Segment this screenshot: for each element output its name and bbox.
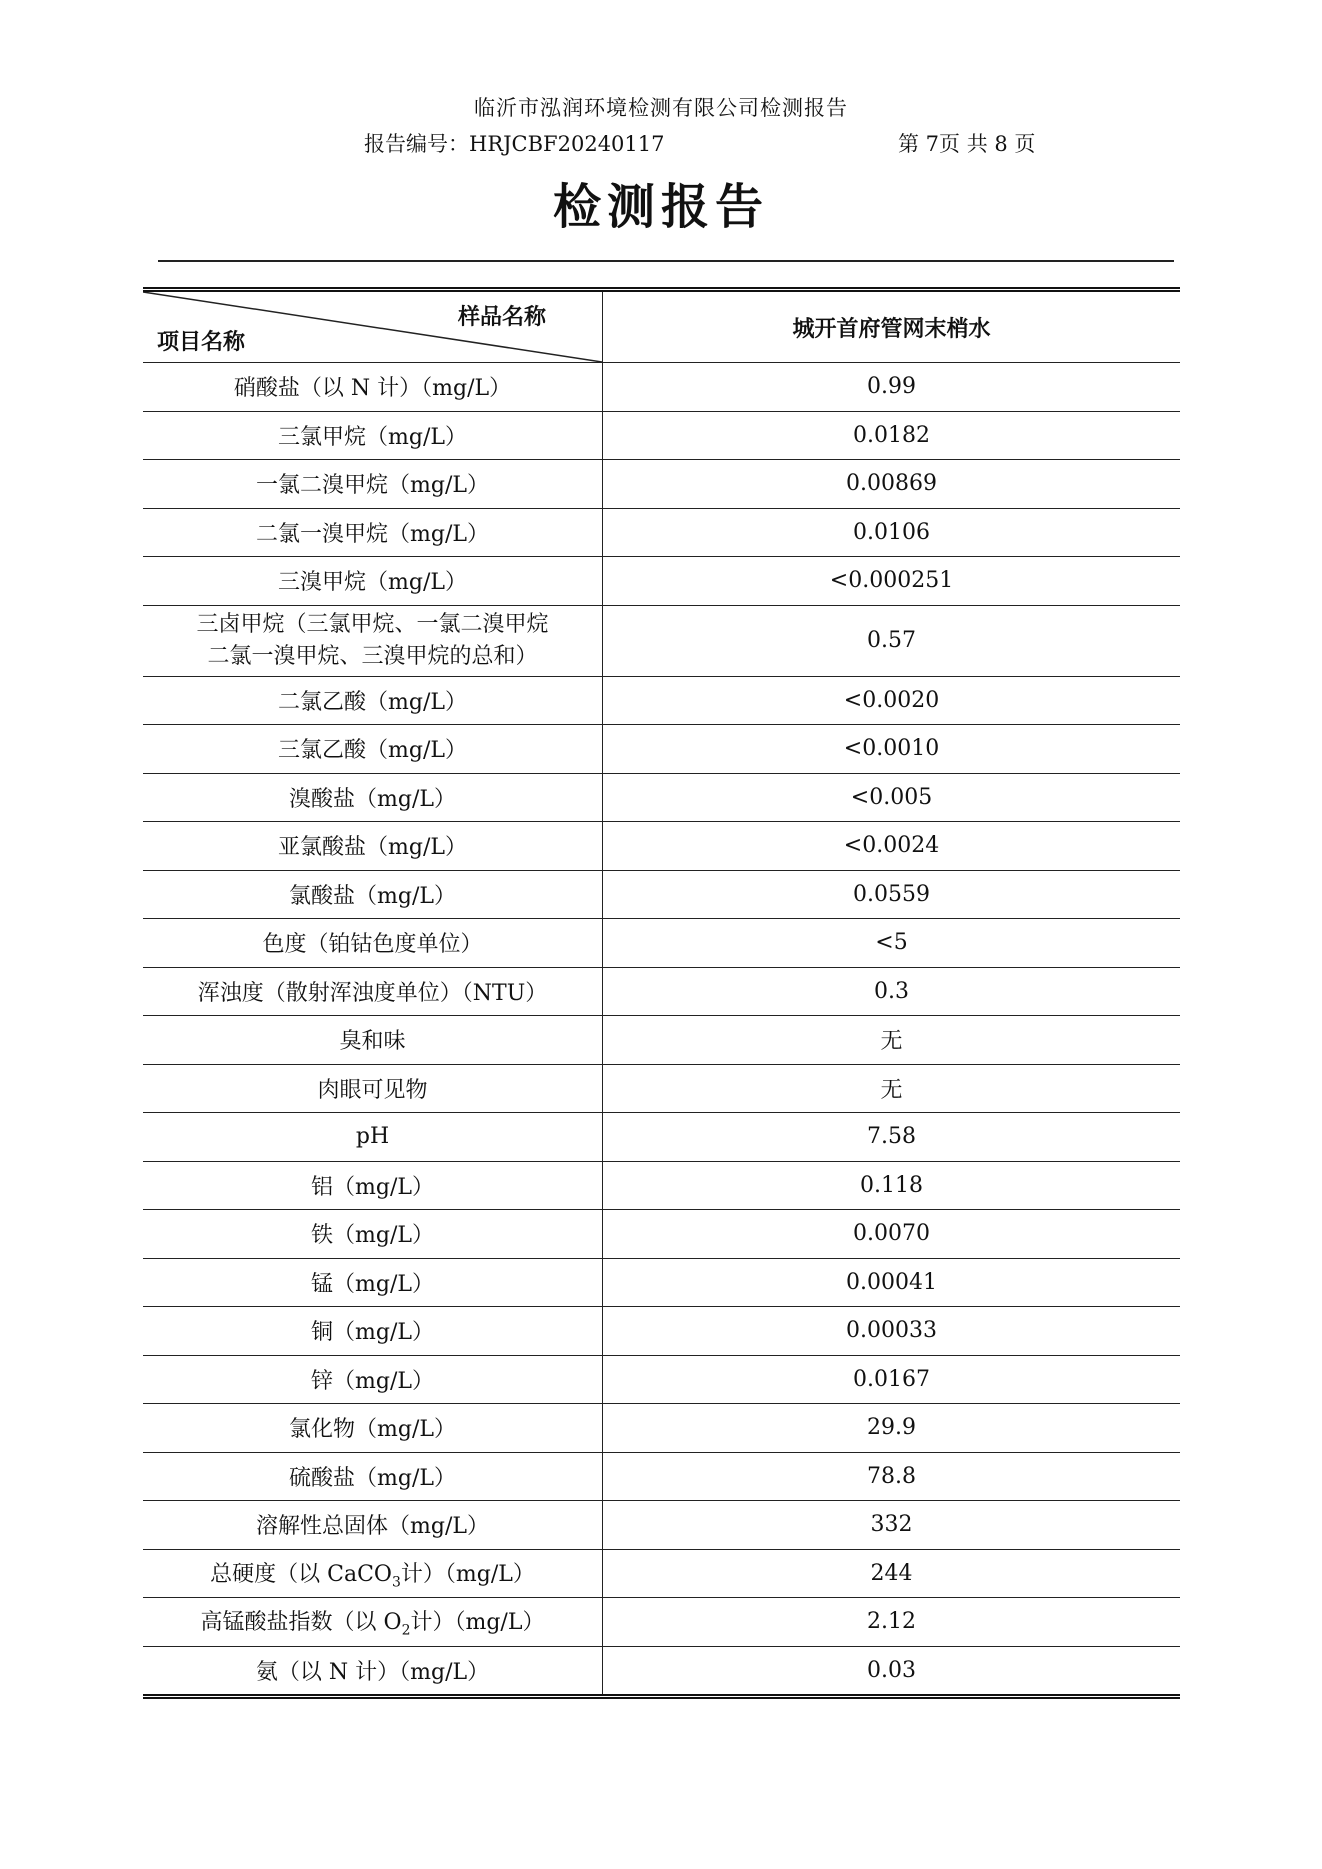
value-cell: 332 <box>603 1501 1181 1550</box>
table-row <box>143 1549 1180 1598</box>
item-cell: 三溴甲烷（mg/L） <box>143 557 603 606</box>
item-cell: 铜（mg/L） <box>143 1307 603 1356</box>
value-cell: <0.0020 <box>603 676 1181 725</box>
table-header-row <box>143 290 1180 363</box>
value-cell: 0.0182 <box>603 411 1181 460</box>
table-row <box>143 870 1180 919</box>
item-cell: 硫酸盐（mg/L） <box>143 1452 603 1501</box>
value-cell: 0.3 <box>603 967 1181 1016</box>
value-cell: 0.0167 <box>603 1355 1181 1404</box>
item-text: 总硬度（以 CaCO <box>210 1561 392 1587</box>
value-cell: 2.12 <box>603 1598 1181 1647</box>
table-row <box>143 1501 1180 1550</box>
value-cell: 0.99 <box>603 363 1181 412</box>
value-cell: 0.0559 <box>603 870 1181 919</box>
item-text: 计）（mg/L） <box>400 1561 535 1587</box>
table-row <box>143 1646 1180 1697</box>
table-row <box>143 773 1180 822</box>
item-name-label: 项目名称 <box>157 330 246 355</box>
item-cell: 氨（以 N 计）（mg/L） <box>143 1646 603 1697</box>
table-row <box>143 1598 1180 1647</box>
table-row <box>143 1355 1180 1404</box>
item-cell: pH <box>143 1113 603 1162</box>
value-cell: 7.58 <box>603 1113 1181 1162</box>
value-cell: 0.00869 <box>603 460 1181 509</box>
report-title: 检测报告 <box>552 179 769 235</box>
sample-name-label: 样品名称 <box>457 305 546 330</box>
value-cell: <0.0010 <box>603 725 1181 774</box>
value-cell: 29.9 <box>603 1404 1181 1453</box>
value-cell: 无 <box>603 1064 1181 1113</box>
table-row <box>143 508 1180 557</box>
table-row <box>143 676 1180 725</box>
subscript: 2 <box>401 1622 411 1639</box>
table-row <box>143 1258 1180 1307</box>
value-cell: 0.03 <box>603 1646 1181 1697</box>
page-number: 第 7页 共 8 页 <box>898 132 1036 156</box>
item-cell: 三氯甲烷（mg/L） <box>143 411 603 460</box>
table-row <box>143 1210 1180 1259</box>
company-header: 临沂市泓润环境检测有限公司检测报告 <box>474 96 848 120</box>
value-cell: 0.00041 <box>603 1258 1181 1307</box>
table-row <box>143 967 1180 1016</box>
results-table <box>143 287 1180 1699</box>
table-row <box>143 1404 1180 1453</box>
table-row <box>143 1113 1180 1162</box>
value-cell: 0.0070 <box>603 1210 1181 1259</box>
value-cell: 0.118 <box>603 1161 1181 1210</box>
value-cell: <0.005 <box>603 773 1181 822</box>
table-row <box>143 1016 1180 1065</box>
table-row <box>143 1307 1180 1356</box>
title-rule <box>158 260 1174 262</box>
item-cell: 三氯乙酸（mg/L） <box>143 725 603 774</box>
item-cell: 铝（mg/L） <box>143 1161 603 1210</box>
table-row <box>143 1161 1180 1210</box>
item-text: 计）（mg/L） <box>410 1610 545 1636</box>
item-cell: 铁（mg/L） <box>143 1210 603 1259</box>
item-line: 三卤甲烷（三氯甲烷、一氯二溴甲烷 <box>196 611 549 637</box>
item-text: 高锰酸盐指数（以 O <box>200 1610 402 1636</box>
table-row <box>143 919 1180 968</box>
table-row <box>143 822 1180 871</box>
table-row <box>143 411 1180 460</box>
table-row <box>143 1064 1180 1113</box>
item-cell: 锌（mg/L） <box>143 1355 603 1404</box>
sample-column-header: 城开首府管网末梢水 <box>603 290 1181 363</box>
item-cell <box>143 1598 603 1647</box>
value-cell: <0.0024 <box>603 822 1181 871</box>
item-cell <box>143 1549 603 1598</box>
item-cell: 锰（mg/L） <box>143 1258 603 1307</box>
table-row <box>143 557 1180 606</box>
item-cell: 氯化物（mg/L） <box>143 1404 603 1453</box>
item-cell: 溴酸盐（mg/L） <box>143 773 603 822</box>
value-cell: 0.57 <box>603 605 1181 676</box>
table-row <box>143 363 1180 412</box>
item-cell: 二氯一溴甲烷（mg/L） <box>143 508 603 557</box>
value-cell: 0.0106 <box>603 508 1181 557</box>
item-cell: 一氯二溴甲烷（mg/L） <box>143 460 603 509</box>
item-cell: 二氯乙酸（mg/L） <box>143 676 603 725</box>
item-cell: 肉眼可见物 <box>143 1064 603 1113</box>
item-line: 二氯一溴甲烷、三溴甲烷的总和） <box>207 643 538 669</box>
value-cell: <0.000251 <box>603 557 1181 606</box>
item-cell <box>143 605 603 676</box>
value-cell: 0.00033 <box>603 1307 1181 1356</box>
report-number: 报告编号：HRJCBF20240117 <box>364 132 665 156</box>
item-cell: 浑浊度（散射浑浊度单位）（NTU） <box>143 967 603 1016</box>
item-cell: 臭和味 <box>143 1016 603 1065</box>
subscript: 3 <box>391 1573 401 1590</box>
table-row <box>143 460 1180 509</box>
value-cell: 无 <box>603 1016 1181 1065</box>
table-row <box>143 605 1180 676</box>
value-cell: <5 <box>603 919 1181 968</box>
value-cell: 78.8 <box>603 1452 1181 1501</box>
item-cell: 溶解性总固体（mg/L） <box>143 1501 603 1550</box>
table-row <box>143 1452 1180 1501</box>
value-cell: 244 <box>603 1549 1181 1598</box>
item-cell: 硝酸盐（以 N 计）（mg/L） <box>143 363 603 412</box>
item-cell: 色度（铂钴色度单位） <box>143 919 603 968</box>
item-cell: 亚氯酸盐（mg/L） <box>143 822 603 871</box>
diagonal-header-cell <box>143 290 603 363</box>
table-row <box>143 725 1180 774</box>
item-cell: 氯酸盐（mg/L） <box>143 870 603 919</box>
